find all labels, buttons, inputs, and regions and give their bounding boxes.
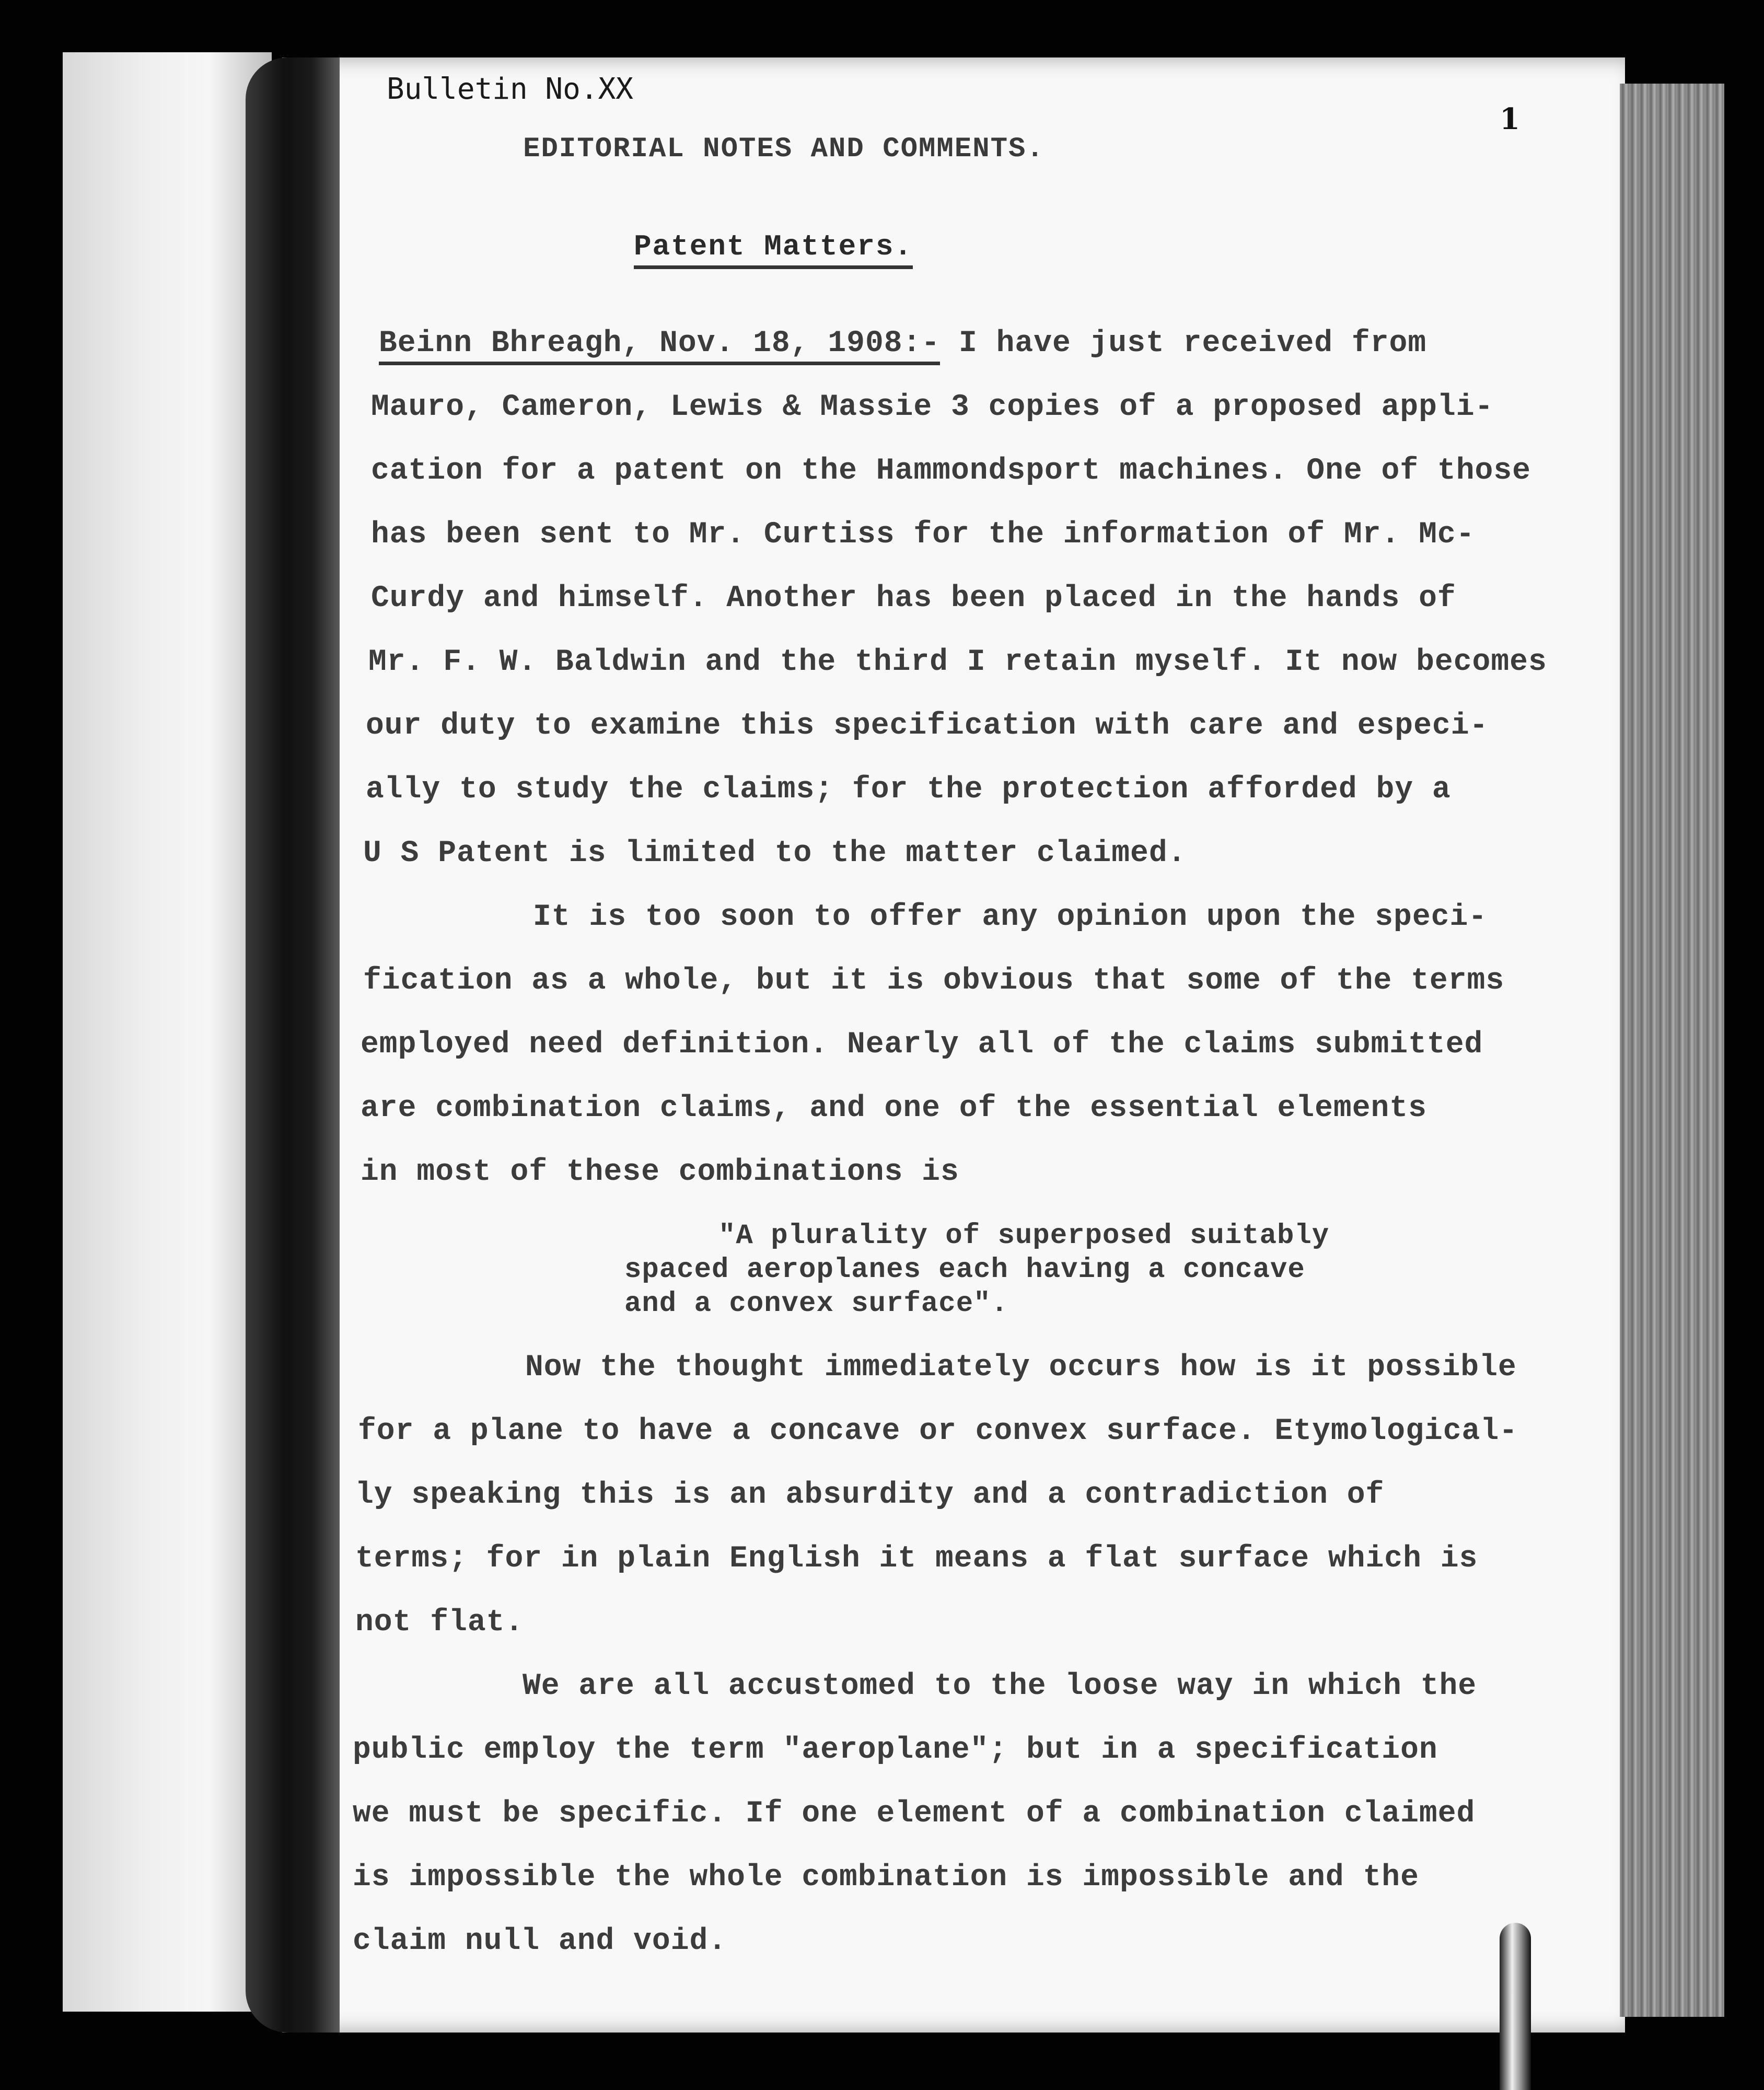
quote-line-3: and a convex surface". [624,1288,1008,1320]
book-gutter [246,57,340,2033]
paragraph1-line-5: Curdy and himself. Another has been placed in the hands of [371,582,1456,616]
paragraph4-line-2: public employ the term "aeroplane"; but in a specification [353,1733,1438,1767]
paragraph1-line-6: Mr. F. W. Baldwin and the third I retain myself. It now becomes [368,645,1547,679]
paragraph2-line-2: fication as a whole, but it is obvious that some of the terms [363,964,1505,998]
paragraph1-line-4: has been sent to Mr. Curtiss for the information of Mr. Mc- [371,518,1475,552]
paragraph2-line-4: are combination claims, and one of the essential elements [361,1092,1427,1125]
paragraph3-line-1: Now the thought immediately occurs how is it possible [525,1351,1517,1385]
quote-line-2: spaced aeroplanes each having a concave [624,1254,1305,1286]
paragraph4-line-5: claim null and void. [353,1924,727,1958]
page-number: 1 [1500,102,1520,136]
paragraph1-line-3: cation for a patent on the Hammondsport machines. One of those [371,454,1531,488]
quote-line-1: "A plurality of superposed suitably [718,1220,1330,1252]
paragraph4-line-3: we must be specific. If one element of a combination claimed [353,1797,1476,1831]
paragraph1-line-1-text: I have just received from [940,327,1427,361]
page-edges [1620,84,1724,2017]
bulletin-number: Bulletin No.XX [387,72,634,106]
paragraph4-line-4: is impossible the whole combination is impossible and the [353,1861,1419,1895]
paragraph1-line-1 [379,327,1426,361]
paragraph3-line-2: for a plane to have a concave or convex surface. Etymological- [358,1414,1518,1448]
paragraph3-line-4: terms; for in plain English it means a flat surface which is [355,1542,1478,1576]
paragraph1-line-9: U S Patent is limited to the matter claimed. [363,837,1187,870]
pen-tip [1500,1923,1531,2090]
document-title: EDITORIAL NOTES AND COMMENTS. [523,133,1045,165]
paragraph1-line-7: our duty to examine this specification with care and especi- [366,709,1489,743]
paragraph1-line-8: ally to study the claims; for the protection afforded by a [366,773,1451,807]
paragraph2-line-5: in most of these combinations is [361,1155,959,1189]
paragraph4-line-1: We are all accustomed to the loose way in which the [523,1669,1477,1703]
paragraph2-line-3: employed need definition. Nearly all of the claims submitted [361,1028,1483,1062]
paragraph3-line-5: not flat. [355,1606,524,1640]
dateline: Beinn Bhreagh, Nov. 18, 1908:- [379,327,940,365]
section-title-text: Patent Matters. [634,230,913,269]
paragraph3-line-3: ly speaking this is an absurdity and a contradiction of [355,1478,1385,1512]
paragraph1-line-2: Mauro, Cameron, Lewis & Massie 3 copies of a proposed appli- [371,390,1494,424]
section-title [261,230,1285,263]
left-page [63,52,272,2012]
paragraph2-line-1: It is too soon to offer any opinion upon the speci- [533,900,1488,934]
